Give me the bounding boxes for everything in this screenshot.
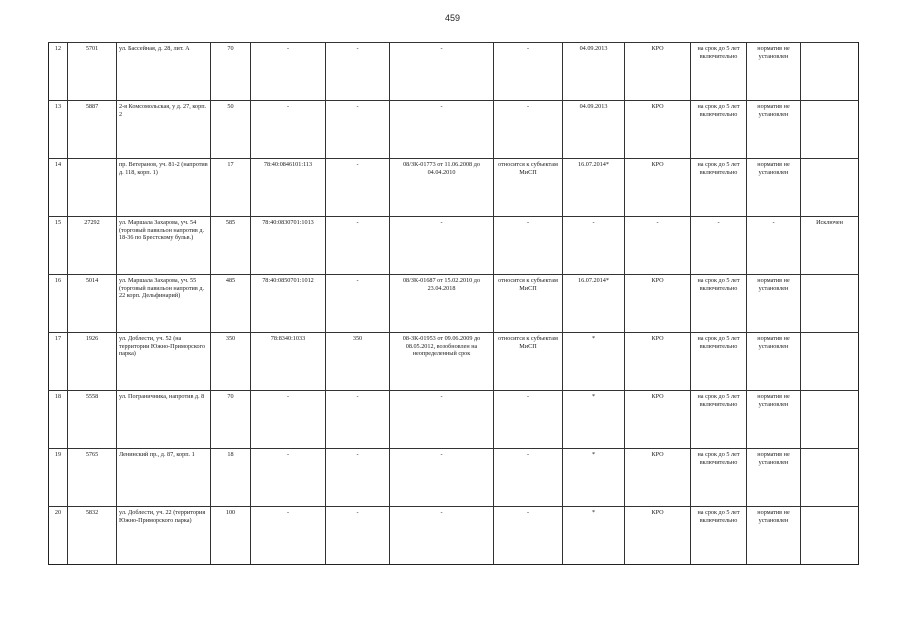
address-cell: Ленинский пр., д. 87, корп. 1 xyxy=(117,449,211,507)
object-kind-cell: КРО xyxy=(625,159,691,217)
date-cell: 16.07.2014* xyxy=(563,159,625,217)
object-kind-cell: КРО xyxy=(625,507,691,565)
norm-cell: норматив не установлен xyxy=(747,101,801,159)
land-area-cell: - xyxy=(326,449,390,507)
address-cell: ул. Доблести, уч. 52 (на территории Южно-Приморского парка) xyxy=(117,333,211,391)
table-row xyxy=(49,391,859,449)
term-cell: на срок до 5 лет включительно xyxy=(691,449,747,507)
term-cell: на срок до 5 лет включительно xyxy=(691,101,747,159)
contract-cell: - xyxy=(390,217,494,275)
contract-cell: - xyxy=(390,43,494,101)
note-cell xyxy=(801,333,859,391)
object-code-cell: 5887 xyxy=(68,101,117,159)
area-cell: 70 xyxy=(211,391,251,449)
date-cell: * xyxy=(563,507,625,565)
reason-cell: - xyxy=(494,101,563,159)
table-row xyxy=(49,43,859,101)
reason-cell: - xyxy=(494,449,563,507)
area-cell: 50 xyxy=(211,101,251,159)
land-area-cell: - xyxy=(326,159,390,217)
contract-cell: - xyxy=(390,507,494,565)
cadastral-number-cell: 78:40:0830701:1013 xyxy=(251,217,326,275)
cadastral-number-cell: - xyxy=(251,43,326,101)
land-area-cell: - xyxy=(326,217,390,275)
cadastral-number-cell: - xyxy=(251,101,326,159)
row-number-cell: 16 xyxy=(49,275,68,333)
reason-cell: относится к субъектам МиСП xyxy=(494,333,563,391)
norm-cell: - xyxy=(747,217,801,275)
address-cell: ул. Маршала Захарова, уч. 54 (торговый павильон напротив д. 18-36 по Брестскому бульв.) xyxy=(117,217,211,275)
reason-cell: - xyxy=(494,217,563,275)
reason-cell: - xyxy=(494,391,563,449)
area-cell: 585 xyxy=(211,217,251,275)
norm-cell: норматив не установлен xyxy=(747,275,801,333)
table-row xyxy=(49,449,859,507)
row-number-cell: 17 xyxy=(49,333,68,391)
object-code-cell: 5832 xyxy=(68,507,117,565)
object-kind-cell: КРО xyxy=(625,333,691,391)
row-number-cell: 19 xyxy=(49,449,68,507)
cadastral-number-cell: 78:8340:1033 xyxy=(251,333,326,391)
row-number-cell: 20 xyxy=(49,507,68,565)
norm-cell: норматив не установлен xyxy=(747,43,801,101)
date-cell: * xyxy=(563,449,625,507)
term-cell: на срок до 5 лет включительно xyxy=(691,333,747,391)
area-cell: 17 xyxy=(211,159,251,217)
row-number-cell: 12 xyxy=(49,43,68,101)
land-area-cell: - xyxy=(326,275,390,333)
land-area-cell: - xyxy=(326,391,390,449)
contract-cell: - xyxy=(390,101,494,159)
contract-cell: - xyxy=(390,449,494,507)
note-cell: Исключен xyxy=(801,217,859,275)
object-code-cell: 1926 xyxy=(68,333,117,391)
object-code-cell xyxy=(68,159,117,217)
contract-cell: 08-ЗК-01953 от 09.06.2009 до 08.05.2012, возобновлен на неопределенный срок xyxy=(390,333,494,391)
address-cell: ул. Доблести, уч. 22 (территория Южно-Приморского парка) xyxy=(117,507,211,565)
land-area-cell: 350 xyxy=(326,333,390,391)
area-cell: 350 xyxy=(211,333,251,391)
cadastral-number-cell: 78:40:0846101:113 xyxy=(251,159,326,217)
term-cell: на срок до 5 лет включительно xyxy=(691,159,747,217)
term-cell: на срок до 5 лет включительно xyxy=(691,275,747,333)
norm-cell: норматив не установлен xyxy=(747,507,801,565)
date-cell: * xyxy=(563,391,625,449)
registry-body xyxy=(49,43,859,565)
row-number-cell: 15 xyxy=(49,217,68,275)
object-code-cell: 5558 xyxy=(68,391,117,449)
note-cell xyxy=(801,159,859,217)
page-number: 459 xyxy=(444,13,461,23)
date-cell: - xyxy=(563,217,625,275)
contract-cell: 08/ЗК-01773 от 11.06.2008 до 04.04.2010 xyxy=(390,159,494,217)
note-cell xyxy=(801,101,859,159)
object-code-cell: 5014 xyxy=(68,275,117,333)
note-cell xyxy=(801,43,859,101)
contract-cell: 08/ЗК-01687 от 15.02.2010 до 23.04.2018 xyxy=(390,275,494,333)
area-cell: 70 xyxy=(211,43,251,101)
table-row xyxy=(49,217,859,275)
table-row xyxy=(49,275,859,333)
object-kind-cell: КРО xyxy=(625,101,691,159)
reason-cell: - xyxy=(494,507,563,565)
note-cell xyxy=(801,391,859,449)
norm-cell: норматив не установлен xyxy=(747,449,801,507)
address-cell: пр. Ветеранов, уч. 81-2 (напротив д. 118, корп. 1) xyxy=(117,159,211,217)
term-cell: на срок до 5 лет включительно xyxy=(691,507,747,565)
object-kind-cell: КРО xyxy=(625,43,691,101)
object-code-cell: 5701 xyxy=(68,43,117,101)
table-row xyxy=(49,101,859,159)
cadastral-number-cell: - xyxy=(251,391,326,449)
address-cell: ул. Бассейная, д. 28, лит. А xyxy=(117,43,211,101)
object-code-cell: 27292 xyxy=(68,217,117,275)
area-cell: 18 xyxy=(211,449,251,507)
term-cell: на срок до 5 лет включительно xyxy=(691,391,747,449)
table-row xyxy=(49,507,859,565)
note-cell xyxy=(801,275,859,333)
table-row xyxy=(49,333,859,391)
note-cell xyxy=(801,449,859,507)
address-cell: ул. Пограничника, напротив д. 8 xyxy=(117,391,211,449)
object-kind-cell: - xyxy=(625,217,691,275)
address-cell: ул. Маршала Захарова, уч. 55 (торговый павильон напротив д. 22 корп. Дельфинарий) xyxy=(117,275,211,333)
date-cell: 16.07.2014* xyxy=(563,275,625,333)
table-row xyxy=(49,159,859,217)
row-number-cell: 18 xyxy=(49,391,68,449)
land-area-cell: - xyxy=(326,101,390,159)
row-number-cell: 13 xyxy=(49,101,68,159)
term-cell: - xyxy=(691,217,747,275)
cadastral-number-cell: - xyxy=(251,449,326,507)
area-cell: 100 xyxy=(211,507,251,565)
registry-table xyxy=(48,42,859,565)
object-kind-cell: КРО xyxy=(625,449,691,507)
cadastral-number-cell: - xyxy=(251,507,326,565)
contract-cell: - xyxy=(390,391,494,449)
object-code-cell: 5765 xyxy=(68,449,117,507)
term-cell: на срок до 5 лет включительно xyxy=(691,43,747,101)
reason-cell: - xyxy=(494,43,563,101)
land-area-cell: - xyxy=(326,43,390,101)
land-area-cell: - xyxy=(326,507,390,565)
date-cell: 04.09.2013 xyxy=(563,43,625,101)
cadastral-number-cell: 78:40:0850701:1012 xyxy=(251,275,326,333)
date-cell: * xyxy=(563,333,625,391)
norm-cell: норматив не установлен xyxy=(747,333,801,391)
date-cell: 04.09.2013 xyxy=(563,101,625,159)
address-cell: 2-я Комсомольская, у д. 27, корп. 2 xyxy=(117,101,211,159)
note-cell xyxy=(801,507,859,565)
object-kind-cell: КРО xyxy=(625,391,691,449)
row-number-cell: 14 xyxy=(49,159,68,217)
reason-cell: относится к субъектам МиСП xyxy=(494,275,563,333)
norm-cell: норматив не установлен xyxy=(747,159,801,217)
area-cell: 485 xyxy=(211,275,251,333)
norm-cell: норматив не установлен xyxy=(747,391,801,449)
object-kind-cell: КРО xyxy=(625,275,691,333)
reason-cell: относится к субъектам МиСП xyxy=(494,159,563,217)
